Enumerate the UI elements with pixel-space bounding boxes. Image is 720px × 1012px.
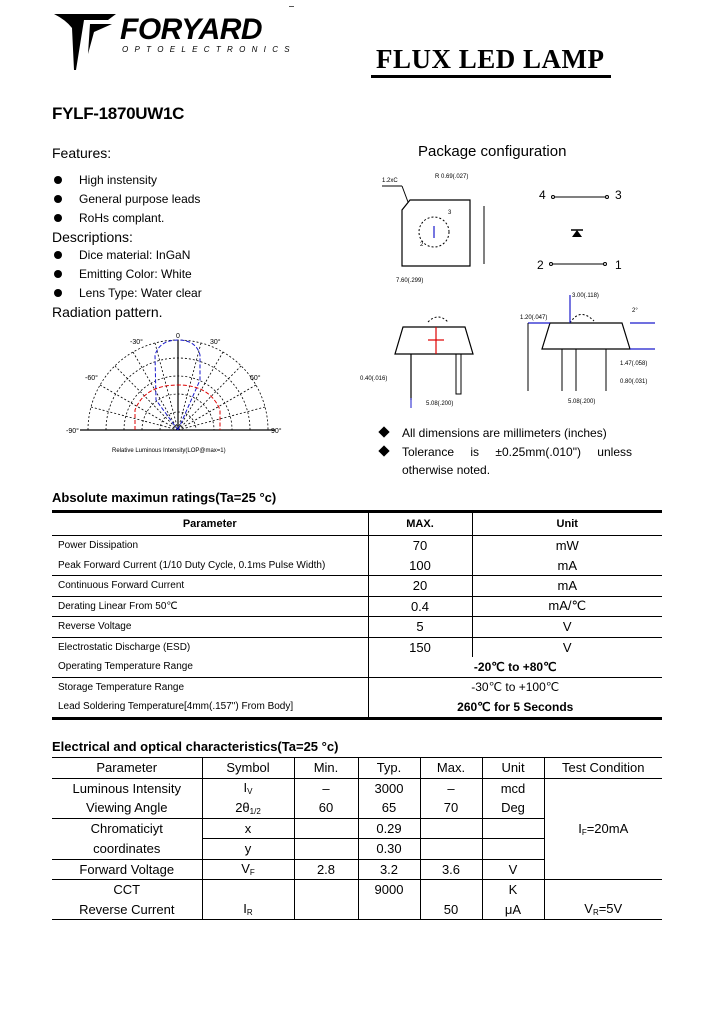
table-row: CCT 9000 K [52, 880, 662, 900]
table-row: Electrostatic Discharge (ESD) 150 V [52, 637, 662, 657]
circuit-diagram [535, 185, 630, 275]
svg-text:0.40(.016): 0.40(.016) [360, 376, 388, 382]
table-row: Reverse Current $I_R$ 50 μA $V_R=5V$ [52, 900, 662, 920]
svg-text:60°: 60° [250, 375, 261, 382]
package-heading: Package configuration [418, 143, 567, 160]
svg-text:30°: 30° [210, 339, 221, 346]
package-front-view [510, 285, 670, 410]
bullet-icon [54, 289, 62, 297]
table-row: coordinates y 0.30 [52, 839, 662, 860]
descriptions-heading: Descriptions: [52, 229, 133, 245]
svg-text:2°: 2° [632, 308, 638, 314]
abs-max-heading: Absolute maximun ratings(Ta=25 °c) [52, 490, 277, 505]
brand-subtitle: OPTOELECTRONICS [122, 45, 296, 54]
svg-text:3: 3 [615, 188, 622, 202]
abs-max-table [52, 510, 662, 720]
electrical-table [52, 757, 662, 920]
bullet-icon [54, 195, 62, 203]
diamond-bullet-icon [378, 426, 389, 437]
logo [54, 14, 116, 72]
bullet-icon [54, 176, 62, 184]
part-number: FYLF-1870UW1C [52, 104, 185, 123]
table-row: Derating Linear From 50℃ 0.4 mA/℃ [52, 596, 662, 617]
svg-text:3: 3 [448, 210, 452, 216]
table-row: Power Dissipation 70 mW [52, 536, 662, 556]
mark-dash [289, 6, 294, 7]
document-title: FLUX LED LAMP [376, 44, 605, 74]
svg-text:0: 0 [176, 333, 180, 340]
logo-mark-icon [54, 14, 116, 72]
radiation-heading: Radiation pattern. [52, 304, 163, 320]
bullet-icon [54, 251, 62, 259]
svg-text:7.60(.299): 7.60(.299) [396, 278, 424, 284]
table-row: Forward Voltage $V_F$ 2.8 3.2 3.6 V [52, 859, 662, 880]
test-condition-if: $I_F=20mA$ [544, 778, 662, 880]
radiation-pattern-chart [60, 330, 290, 460]
table-row: Operating Temperature Range -20℃ to +80℃ [52, 657, 662, 677]
table-row: Peak Forward Current (1/10 Duty Cycle, 0.1ms Pulse Width) 100 mA [52, 556, 662, 576]
svg-text:1: 1 [615, 258, 622, 272]
table-row: Chromaticiyt x 0.29 [52, 818, 662, 839]
svg-text:4: 4 [539, 188, 546, 202]
table-row: Reverse Voltage 5 V [52, 617, 662, 638]
svg-text:-60°: -60° [85, 375, 98, 382]
package-top-view [380, 170, 500, 285]
svg-text:0.80(.031): 0.80(.031) [620, 379, 648, 385]
table-row: Continuous Forward Current 20 mA [52, 576, 662, 597]
diode-icon [572, 230, 582, 237]
features-heading: Features: [52, 145, 112, 161]
diamond-bullet-icon [378, 445, 389, 456]
title-underline [371, 75, 611, 78]
svg-text:1.2xC: 1.2xC [382, 178, 398, 184]
chart-xlabel: Relative Luminous Intensity(LOP@max=1) [112, 448, 226, 454]
brand-name: FORYARD [120, 13, 263, 46]
electrical-heading: Electrical and optical characteristics(Ta=25 °c) [52, 739, 339, 754]
svg-text:-30°: -30° [130, 339, 143, 346]
test-condition-vr: $V_R=5V$ [544, 900, 662, 920]
table-row: Luminous Intensity $I_V$ – 3000 – mcd $I_F=20mA$ [52, 778, 662, 798]
svg-text:1.47(.058): 1.47(.058) [620, 361, 648, 367]
table-header-row: Parameter Symbol Min. Typ. Max. Unit Test Condition [52, 758, 662, 779]
svg-text:R 0.69(.027): R 0.69(.027) [435, 174, 469, 180]
bullet-icon [54, 270, 62, 278]
svg-text:2: 2 [420, 242, 424, 248]
svg-text:90°: 90° [271, 428, 282, 435]
svg-text:2: 2 [537, 258, 544, 272]
svg-text:3.00(.118): 3.00(.118) [572, 293, 599, 299]
svg-text:5.08(.200): 5.08(.200) [426, 401, 454, 407]
svg-text:5.08(.200): 5.08(.200) [568, 399, 596, 405]
table-row: Viewing Angle $2\theta_{1/2}$ 60 65 70 Deg [52, 798, 662, 818]
table-header-row: Parameter MAX. Unit [52, 512, 662, 536]
table-row: Storage Temperature Range -30℃ to +100℃ [52, 677, 662, 697]
package-side-view [360, 300, 500, 410]
svg-text:1.20(.047): 1.20(.047) [520, 315, 548, 321]
svg-text:-90°: -90° [66, 428, 79, 435]
bullet-icon [54, 214, 62, 222]
table-row: Lead Soldering Temperature[4mm(.157") From Body] 260℃ for 5 Seconds [52, 697, 662, 718]
